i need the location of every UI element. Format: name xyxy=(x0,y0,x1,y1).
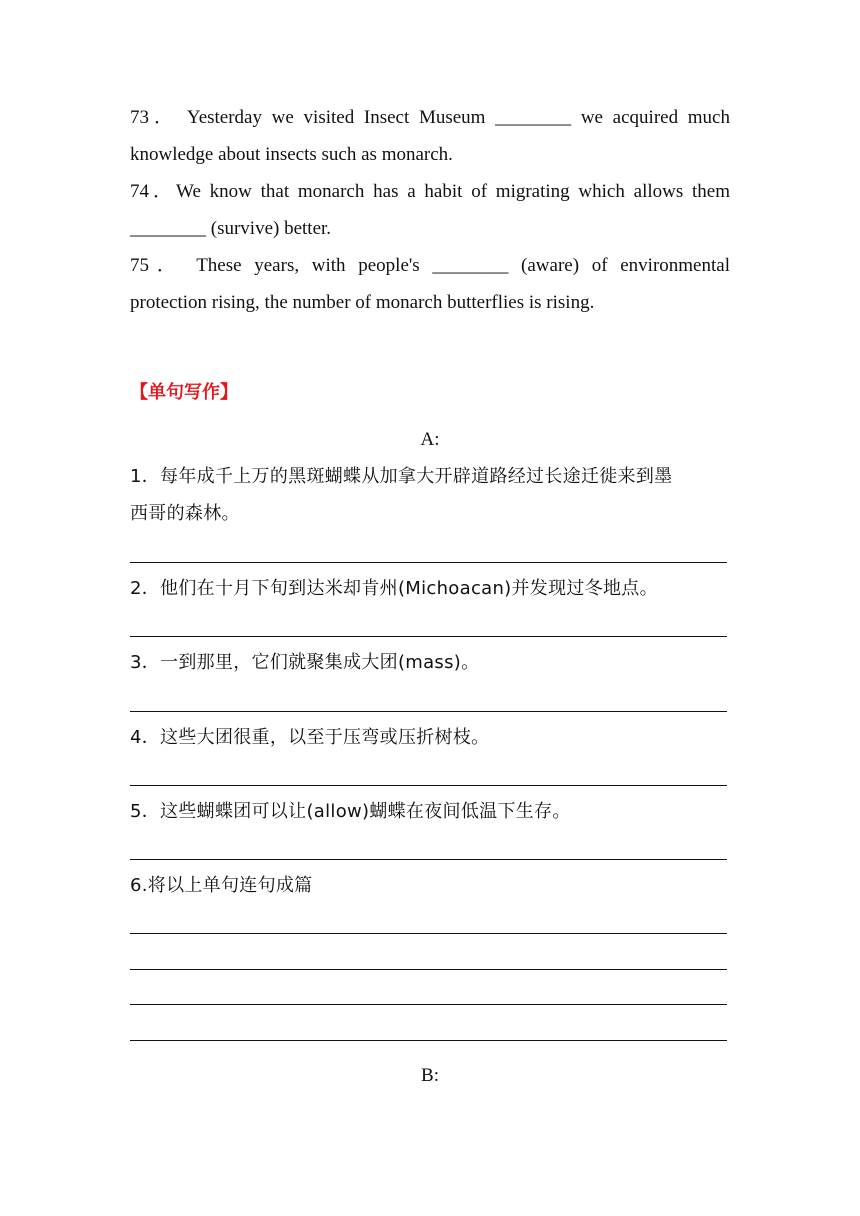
question-line: knowledge about insects such as monarch. xyxy=(130,144,453,165)
sentence-line: 3．一到那里，它们就聚集成大团(mass)。 xyxy=(130,652,480,673)
answer-line-2[interactable] xyxy=(130,636,727,637)
question-line: ________ (survive) better. xyxy=(130,218,332,239)
sentence-line: 西哥的森林。 xyxy=(130,503,240,524)
sentence-2 xyxy=(130,570,730,607)
paragraph-line-3[interactable] xyxy=(130,1004,727,1005)
question-line: 73． Yesterday we visited Insect Museum ________ we acquired much xyxy=(130,107,730,128)
question-line: 74．We know that monarch has a habit of migrating which allows them xyxy=(130,181,730,202)
sentence-5 xyxy=(130,793,730,830)
sentence-line: 4．这些大团很重，以至于压弯或压折树枝。 xyxy=(130,727,490,748)
paragraph-line-4[interactable] xyxy=(130,1040,727,1041)
combine-instruction xyxy=(130,867,730,904)
answer-line-1[interactable] xyxy=(130,562,727,563)
question-74 xyxy=(130,173,730,247)
combine-label: 6.将以上单句连句成篇 xyxy=(130,875,313,896)
question-75 xyxy=(130,247,730,321)
sentence-4 xyxy=(130,719,730,756)
part-a-label: A: xyxy=(420,429,440,450)
section-title: 【单句写作】 xyxy=(130,382,238,403)
part-b-label: B: xyxy=(421,1065,439,1086)
question-line: 75． These years, with people's ________ (aware) of environmental xyxy=(130,255,730,276)
answer-line-5[interactable] xyxy=(130,859,727,860)
sentence-line: 1．每年成千上万的黑斑蝴蝶从加拿大开辟道路经过长途迁徙来到墨 xyxy=(130,466,673,487)
sentence-line: 5．这些蝴蝶团可以让(allow)蝴蝶在夜间低温下生存。 xyxy=(130,801,571,822)
sentence-3 xyxy=(130,644,730,681)
question-line: protection rising, the number of monarch butterflies is rising. xyxy=(130,292,595,313)
sentence-1 xyxy=(130,458,730,532)
paragraph-line-1[interactable] xyxy=(130,933,727,934)
answer-line-3[interactable] xyxy=(130,711,727,712)
question-73 xyxy=(130,99,730,173)
paragraph-line-2[interactable] xyxy=(130,969,727,970)
sentence-line: 2．他们在十月下旬到达米却肯州(Michoacan)并发现过冬地点。 xyxy=(130,578,658,599)
answer-line-4[interactable] xyxy=(130,785,727,786)
